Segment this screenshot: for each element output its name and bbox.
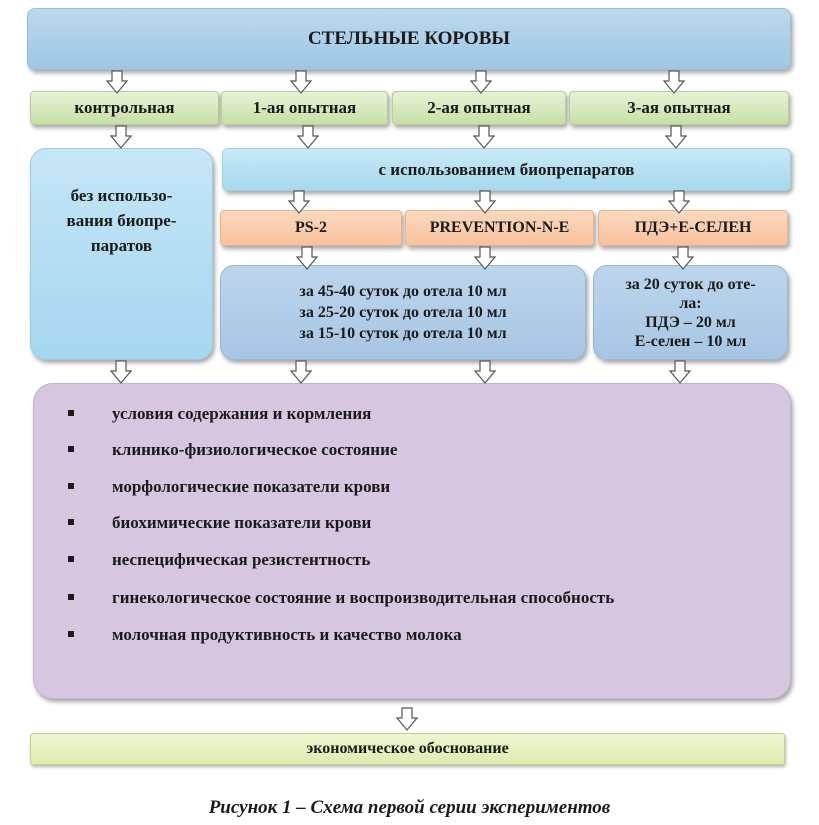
down-arrow-icon: [474, 246, 496, 270]
indicator-text: гинекологическое состояние и воспроизводительная способность: [112, 588, 615, 607]
dose-right-line-2: ла:: [679, 294, 702, 312]
dose-right-line-1: за 20 суток до оте-: [625, 275, 756, 293]
down-arrow-icon: [470, 70, 492, 94]
indicators-box: [33, 383, 791, 699]
down-arrow-icon: [473, 125, 495, 149]
prep-ps2-box: [220, 210, 402, 246]
indicator-text: биохимические показатели крови: [112, 513, 372, 532]
control-text-line-3: паратов: [90, 236, 153, 255]
economic-justification-box: [30, 733, 785, 765]
group-control-box: [30, 91, 219, 125]
dose-left-line-2: за 25-20 суток до отела 10 мл: [299, 304, 507, 321]
bullet-marker: [68, 483, 74, 489]
pregnant-cows-label: СТЕЛЬНЫЕ КОРОВЫ: [307, 28, 511, 49]
down-arrow-icon: [668, 190, 690, 214]
dose-schedule-right-box: [593, 265, 788, 360]
indicator-text: морфологические показатели крови: [112, 477, 391, 496]
dose-right-line-4: Е-селен – 10 мл: [634, 332, 747, 350]
figure-caption: Рисунок 1 – Схема первой серии экспериментов: [208, 797, 611, 818]
indicator-text: клинико-физиологическое состояние: [112, 440, 398, 459]
indicator-text: условия содержания и кормления: [112, 404, 372, 423]
bio-usage-label: с использованием биопрепаратов: [378, 159, 635, 179]
prep-pde-selen-box: [598, 210, 788, 246]
down-arrow-icon: [474, 190, 496, 214]
prep-pde-selen-label: ПДЭ+Е-СЕЛЕН: [634, 219, 752, 236]
down-arrow-icon: [665, 125, 687, 149]
group-1-box: [221, 91, 388, 125]
control-text-line-2: вания биопре-: [66, 211, 177, 230]
indicator-item: [112, 625, 462, 645]
down-arrow-icon: [474, 360, 496, 384]
dose-left-line-1: за 45-40 суток до отела 10 мл: [299, 283, 507, 300]
group-3-label: 3-ая опытная: [627, 98, 731, 117]
down-arrow-icon: [296, 246, 318, 270]
group-2-label: 2-ая опытная: [427, 98, 531, 117]
indicator-text: неспецифическая резистентность: [112, 550, 371, 569]
group-3-box: [569, 91, 789, 125]
down-arrow-icon: [297, 125, 319, 149]
bullet-marker: [68, 556, 74, 562]
dose-left-line-3: за 15-10 суток до отела 10 мл: [299, 325, 507, 342]
group-2-box: [392, 91, 566, 125]
dose-right-line-3: ПДЭ – 20 мл: [645, 313, 736, 331]
pregnant-cows-box: [27, 8, 791, 70]
indicator-item: [112, 440, 397, 460]
bullet-marker: [68, 410, 74, 416]
down-arrow-icon: [672, 246, 694, 270]
down-arrow-icon: [290, 360, 312, 384]
down-arrow-icon: [110, 125, 132, 149]
economic-justification-label: экономическое обоснование: [306, 740, 509, 757]
dose-schedule-left-box: [220, 265, 586, 360]
control-text-line-1: без использо-: [70, 186, 173, 205]
down-arrow-icon: [290, 70, 312, 94]
down-arrow-icon: [288, 190, 310, 214]
bullet-marker: [68, 446, 74, 452]
down-arrow-icon: [669, 360, 691, 384]
prep-prevention-box: [405, 210, 594, 246]
control-no-bio-box: [30, 148, 213, 360]
indicator-item: [112, 404, 371, 424]
prep-ps2-label: PS-2: [295, 219, 327, 236]
down-arrow-icon: [110, 360, 132, 384]
bullet-marker: [68, 594, 74, 600]
indicator-item: [112, 550, 370, 570]
group-1-label: 1-ая опытная: [252, 98, 357, 117]
down-arrow-icon: [396, 707, 418, 731]
prep-prevention-label: PREVENTION-N-E: [429, 219, 570, 236]
down-arrow-icon: [663, 70, 685, 94]
bullet-marker: [68, 631, 74, 637]
indicator-item: [112, 477, 390, 497]
indicator-item: [112, 588, 614, 608]
indicator-text: молочная продуктивность и качество молока: [112, 625, 462, 644]
group-control-label: контрольная: [74, 98, 175, 117]
indicator-item: [112, 513, 371, 533]
bullet-marker: [68, 519, 74, 525]
bio-usage-box: [222, 148, 791, 191]
down-arrow-icon: [106, 70, 128, 94]
